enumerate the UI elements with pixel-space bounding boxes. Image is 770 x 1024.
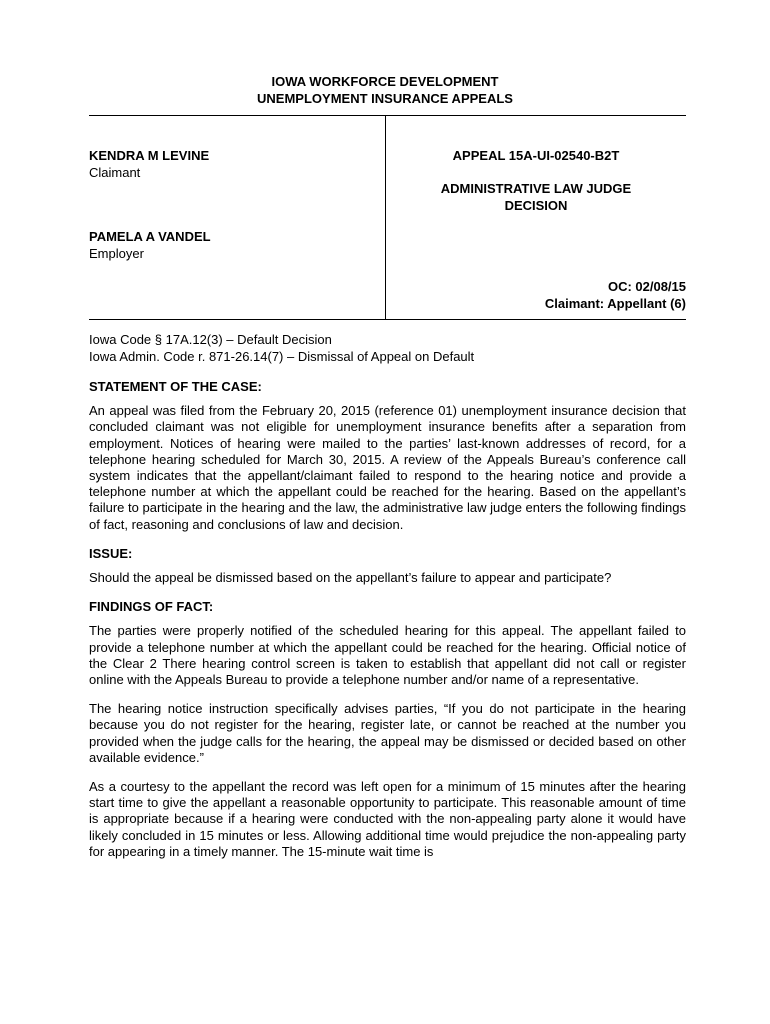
decision-title-line1: ADMINISTRATIVE LAW JUDGE: [440, 181, 632, 196]
code-line-1: Iowa Code § 17A.12(3) – Default Decision: [89, 332, 332, 347]
findings-paragraph-3: As a courtesy to the appellant the record was left open for a minimum of 15 minutes after the hearing start time to give the appellant a reasonable opportunity to participate. This reasonable amount of time is appropriate because if a hearing were conducted with the non-appealing party alone it would have likely concluded in 15 minutes or less. Allowing additional time would prejudice the non-appealing party for appearing in a timely manner. The 15-minute wait time is: [89, 779, 686, 859]
caption-divider: [385, 115, 386, 319]
issue-paragraph: Should the appeal be dismissed based on the appellant’s failure to appear and participate?: [89, 570, 612, 586]
claimant-name: KENDRA M LEVINE: [89, 148, 210, 163]
claimant-role: Claimant: [89, 165, 141, 180]
decision-title-line2: DECISION: [504, 198, 568, 213]
caption-bottom-rule: [89, 319, 686, 320]
appeal-number: APPEAL 15A-UI-02540-B2T: [452, 148, 620, 163]
decision-title: [386, 180, 686, 214]
claimant-status: Claimant: Appellant (6): [544, 296, 686, 311]
issue-heading: ISSUE:: [89, 545, 133, 561]
statement-heading: STATEMENT OF THE CASE:: [89, 379, 262, 394]
statement-paragraph: An appeal was filed from the February 20, 2015 (reference 01) unemployment insurance decision that concluded claimant was not eligible for unemployment insurance benefits after a separation from employment. Notices of hearing were mailed to the parties’ last-known addresses of record, for a telephone hearing scheduled for March 30, 2015. A review of the Appeals Bureau’s conference call system indicates that the appellant/claimant failed to respond to the hearing notice and provide a telephone number at which the appellant could be reached for the hearing. Based on the appellant’s failure to participate in the hearing and the law, the administrative law judge enters the following findings of fact, reasoning and conclusions of law and decision.: [89, 403, 686, 532]
legal-codes: [89, 331, 474, 365]
agency-name: IOWA WORKFORCE DEVELOPMENT: [271, 74, 499, 89]
employer-block: [89, 228, 211, 262]
agency-division: UNEMPLOYMENT INSURANCE APPEALS: [257, 91, 513, 106]
claimant-block: [89, 147, 209, 181]
oc-date: OC: 02/08/15: [607, 279, 686, 294]
claim-info: [545, 278, 686, 312]
decision-body: [89, 379, 686, 873]
code-line-2: Iowa Admin. Code r. 871-26.14(7) – Dismissal of Appeal on Default: [89, 349, 475, 364]
findings-heading: FINDINGS OF FACT:: [89, 599, 214, 615]
caption-top-rule: [89, 115, 686, 116]
employer-role: Employer: [89, 246, 144, 261]
findings-paragraph-2: The hearing notice instruction specifically advises parties, “If you do not participate in the hearing because you do not register for the hearing, register late, or cannot be reached at the number you provided when the judge calls for the hearing, the appeal may be dismissed or decided based on other available evidence.”: [89, 701, 686, 765]
agency-header: [0, 73, 770, 107]
findings-paragraph-1: The parties were properly notified of the scheduled hearing for this appeal. The appellant failed to provide a telephone number at which the appellant could be reached for the hearing. Official notice of the Clear 2 There hearing control screen is taken to establish that appellant did not call or register online with the Appeals Bureau to provide a telephone number and/or name of a representative.: [89, 623, 686, 688]
employer-name: PAMELA A VANDEL: [89, 229, 211, 244]
